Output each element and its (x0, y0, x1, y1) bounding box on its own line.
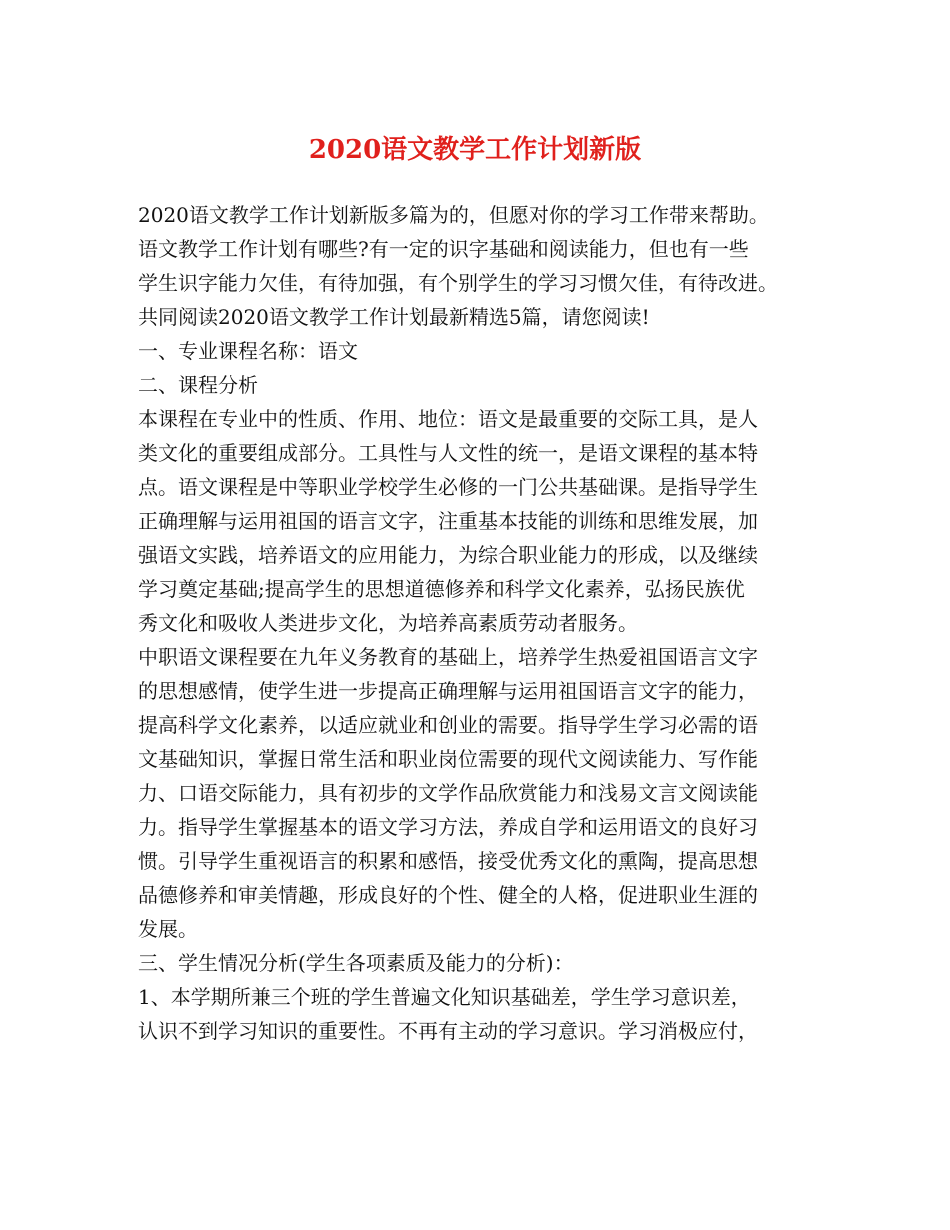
document-body (138, 198, 838, 1048)
body-text-line: 2020语文教学工作计划新版多篇为的，但愿对你的学习工作带来帮助。 (138, 203, 769, 227)
body-text-line: 二、课程分析 (138, 373, 258, 397)
body-text-line: 认识不到学习知识的重要性。不再有主动的学习意识。学习消极应付， (138, 1019, 758, 1043)
body-text-line: 语文教学工作计划有哪些?有一定的识字基础和阅读能力，但也有一些 (138, 237, 749, 261)
body-text-line: 品德修养和审美情趣，形成良好的个性、健全的人格，促进职业生涯的 (138, 883, 758, 907)
body-text-line: 本课程在专业中的性质、作用、地位：语文是最重要的交际工具，是人 (138, 407, 758, 431)
body-text-line: 提高科学文化素养，以适应就业和创业的需要。指导学生学习必需的语 (138, 713, 758, 737)
body-text-line: 学习奠定基础;提高学生的思想道德修养和科学文化素养，弘扬民族优 (138, 577, 745, 601)
body-text-line: 1、本学期所兼三个班的学生普遍文化知识基础差，学生学习意识差， (138, 985, 751, 1009)
body-text-line: 秀文化和吸收人类进步文化，为培养高素质劳动者服务。 (138, 611, 638, 635)
body-text-line: 强语文实践，培养语文的应用能力，为综合职业能力的形成，以及继续 (138, 543, 758, 567)
body-text-line: 文基础知识，掌握日常生活和职业岗位需要的现代文阅读能力、写作能 (138, 747, 758, 771)
body-text-line: 一、专业课程名称：语文 (138, 339, 358, 363)
body-text-line: 发展。 (138, 917, 198, 941)
body-text-line: 力、口语交际能力，具有初步的文学作品欣赏能力和浅易文言文阅读能 (138, 781, 758, 805)
body-text-line: 力。指导学生掌握基本的语文学习方法，养成自学和运用语文的良好习 (138, 815, 758, 839)
body-text-line: 共同阅读2020语文教学工作计划最新精选5篇，请您阅读! (138, 305, 650, 329)
body-text-line: 正确理解与运用祖国的语言文字，注重基本技能的训练和思维发展，加 (138, 509, 758, 533)
body-text-line: 点。语文课程是中等职业学校学生必修的一门公共基础课。是指导学生 (138, 475, 758, 499)
body-text-line: 中职语文课程要在九年义务教育的基础上，培养学生热爱祖国语言文字 (138, 645, 758, 669)
body-text-line: 三、学生情况分析(学生各项素质及能力的分析)： (138, 951, 574, 975)
body-text-line: 学生识字能力欠佳，有待加强，有个别学生的学习习惯欠佳，有待改进。 (138, 271, 778, 295)
document-title: 2020语文教学工作计划新版 (308, 135, 642, 165)
body-text-line: 类文化的重要组成部分。工具性与人文性的统一，是语文课程的基本特 (138, 441, 758, 465)
body-text-line: 惯。引导学生重视语言的积累和感悟，接受优秀文化的熏陶，提高思想 (138, 849, 758, 873)
body-text-line: 的思想感情，使学生进一步提高正确理解与运用祖国语言文字的能力， (138, 679, 758, 703)
